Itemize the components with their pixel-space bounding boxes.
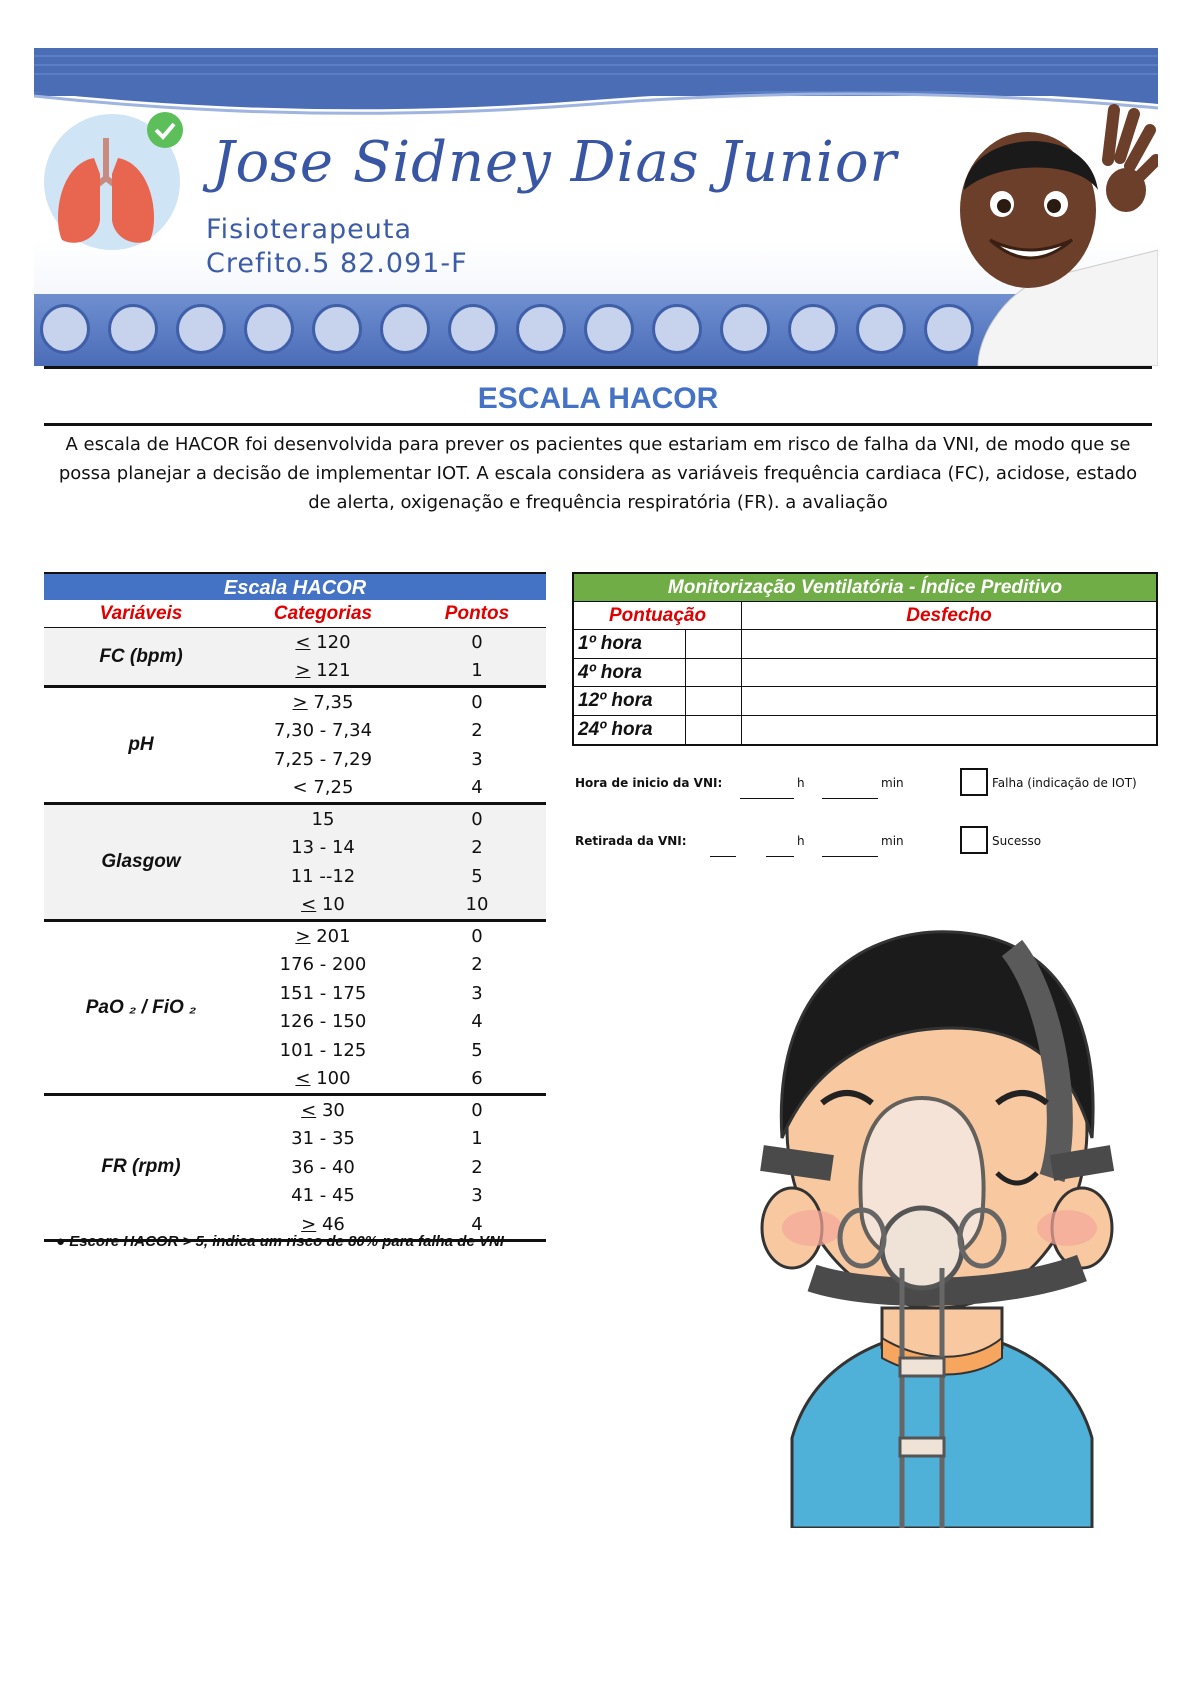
failure-option-label: Falha (indicação de IOT) xyxy=(992,776,1137,790)
score-cell[interactable] xyxy=(686,687,742,715)
author-name: Jose Sidney Dias Junior xyxy=(212,130,898,195)
table-row: 36 - 40 2 xyxy=(291,1156,483,1178)
score-cell[interactable] xyxy=(686,716,742,745)
start-time-label: Hora de inicio da VNI: xyxy=(575,776,723,790)
minute-unit: min xyxy=(881,776,904,790)
table-row: 15 0 xyxy=(311,808,483,830)
table-row: 7,30 - 7,34 2 xyxy=(273,720,483,742)
table-row: < 120 0 xyxy=(295,631,483,653)
success-option-label: Sucesso xyxy=(992,834,1042,848)
patient-with-mask-illustration xyxy=(752,918,1132,1528)
time-label: 12º hora xyxy=(574,687,686,715)
author-profession: Fisioterapeuta xyxy=(206,214,412,245)
caduceus-icon xyxy=(40,304,90,354)
hacor-table xyxy=(44,572,546,1242)
caduceus-icon xyxy=(584,304,634,354)
removal-time-label: Retirada da VNI: xyxy=(575,834,687,848)
table-row: > 201 0 xyxy=(295,925,483,947)
page-title: ESCALA HACOR xyxy=(477,382,719,415)
table-row: 31 - 35 1 xyxy=(291,1128,483,1150)
minute-unit: min xyxy=(881,834,904,848)
variable-label: FR (rpm) xyxy=(101,1156,181,1178)
table-row: > 121 1 xyxy=(295,660,483,682)
column-header: Pontos xyxy=(444,603,510,624)
hour-unit: h xyxy=(797,834,805,848)
outcome-cell[interactable] xyxy=(742,687,1156,715)
caduceus-icon xyxy=(108,304,158,354)
caduceus-icon xyxy=(312,304,362,354)
column-header: Variáveis xyxy=(99,603,183,624)
variable-label: FC (bpm) xyxy=(99,645,183,667)
table-row: > 7,35 0 xyxy=(292,691,483,713)
table-row: 41 - 45 3 xyxy=(291,1185,483,1207)
hacor-group-glasgow xyxy=(44,805,546,922)
avatar xyxy=(938,100,1158,366)
monitor-table-title: Monitorização Ventilatória - Índice Preditivo xyxy=(574,574,1156,602)
table-row: 126 - 150 4 xyxy=(279,1011,483,1033)
hacor-group-fc xyxy=(44,628,546,688)
monitor-table-header xyxy=(574,602,1156,630)
header-banner xyxy=(34,48,1158,366)
column-header: Desfecho xyxy=(906,605,992,626)
table-row: 101 - 125 5 xyxy=(279,1039,483,1061)
time-label: 24º hora xyxy=(574,716,686,745)
removal-hour-field-a[interactable] xyxy=(710,856,736,857)
table-row: < 7,25 4 xyxy=(292,777,483,799)
start-hour-field[interactable] xyxy=(740,798,794,799)
table-row xyxy=(574,687,1156,716)
column-header: Pontuação xyxy=(574,602,742,629)
hacor-table-header xyxy=(44,600,546,628)
divider xyxy=(44,366,1152,369)
success-checkbox[interactable] xyxy=(960,826,988,854)
caduceus-icon xyxy=(856,304,906,354)
hour-unit: h xyxy=(797,776,805,790)
table-row xyxy=(574,716,1156,745)
table-row: 13 - 14 2 xyxy=(291,837,483,859)
table-row: < 10 10 xyxy=(301,894,489,916)
caduceus-icon xyxy=(244,304,294,354)
table-row xyxy=(574,630,1156,659)
monitor-table xyxy=(572,572,1158,746)
table-row: < 100 6 xyxy=(295,1068,483,1090)
author-registration: Crefito.5 82.091-F xyxy=(206,248,468,279)
variable-label: PaO ₂ / FiO ₂ xyxy=(85,996,197,1018)
caduceus-icon xyxy=(380,304,430,354)
removal-hour-field-b[interactable] xyxy=(766,856,794,857)
hacor-group-pao2-fio2 xyxy=(44,922,546,1096)
table-row: > 46 4 xyxy=(301,1213,483,1235)
variable-label: Glasgow xyxy=(101,851,181,872)
hacor-group-fr xyxy=(44,1096,546,1242)
table-row xyxy=(574,659,1156,688)
intro-paragraph: A escala de HACOR foi desenvolvida para prever os pacientes que estariam em risco de falha da VNI, de modo que se possa planejar a decisão de implementar IOT. A escala considera as variáveis frequência cardiaca (FC), acidose, estado de alerta, oxigenação e frequência respiratória (FR). a avaliação xyxy=(58,434,1138,513)
divider xyxy=(44,423,1152,426)
caduceus-icon xyxy=(720,304,770,354)
variable-label: pH xyxy=(128,734,154,755)
failure-checkbox[interactable] xyxy=(960,768,988,796)
outcome-cell[interactable] xyxy=(742,716,1156,745)
removal-minute-field[interactable] xyxy=(822,856,878,857)
caduceus-icon xyxy=(176,304,226,354)
caduceus-icon xyxy=(788,304,838,354)
outcome-cell[interactable] xyxy=(742,659,1156,687)
table-row: 176 - 200 2 xyxy=(279,954,483,976)
column-header: Categorias xyxy=(273,603,373,624)
score-cell[interactable] xyxy=(686,630,742,658)
caduceus-icon xyxy=(652,304,702,354)
hacor-group-ph xyxy=(44,688,546,805)
hacor-footnote: ● Escore HACOR > 5, indica um risco de 80% para falha de VNI xyxy=(56,1233,504,1250)
table-row: 11 --12 5 xyxy=(290,865,483,887)
table-row: < 30 0 xyxy=(301,1099,483,1121)
caduceus-icon xyxy=(448,304,498,354)
time-label: 1º hora xyxy=(574,630,686,658)
table-row: 7,25 - 7,29 3 xyxy=(273,748,483,770)
score-cell[interactable] xyxy=(686,659,742,687)
outcome-cell[interactable] xyxy=(742,630,1156,658)
start-minute-field[interactable] xyxy=(822,798,878,799)
time-label: 4º hora xyxy=(574,659,686,687)
hacor-table-title: Escala HACOR xyxy=(44,572,546,600)
caduceus-icon xyxy=(516,304,566,354)
lungs-icon xyxy=(40,108,190,258)
table-row: 151 - 175 3 xyxy=(279,982,483,1004)
